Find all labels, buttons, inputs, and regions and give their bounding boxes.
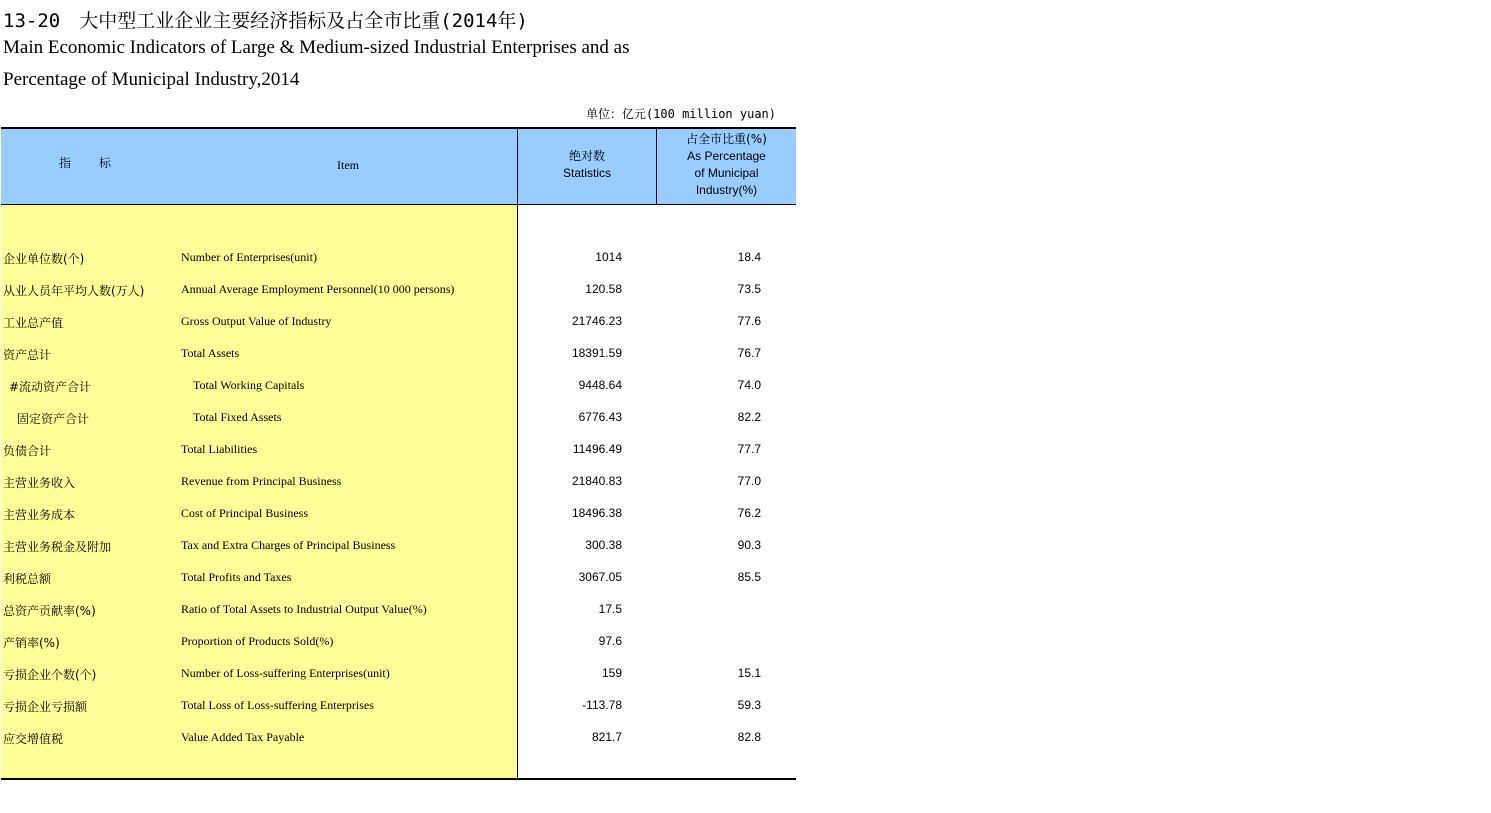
row-statistics: 17.5: [598, 602, 622, 616]
row-statistics: 1014: [595, 250, 622, 264]
table-row: [1, 530, 796, 562]
row-label-cn: 负债合计: [3, 444, 52, 458]
table-row: [1, 338, 796, 370]
row-percentage: 76.2: [737, 506, 761, 520]
table-row: [1, 498, 796, 530]
row-statistics: 821.7: [591, 730, 622, 744]
header-percentage-en-3: Industry(%): [695, 183, 758, 197]
header-percentage: [657, 131, 796, 199]
header-statistics-en: Statistics: [562, 166, 611, 180]
table-row: [1, 658, 796, 690]
row-percentage: 77.6: [737, 314, 761, 328]
row-percentage: 90.3: [737, 538, 761, 552]
header-statistics: [518, 148, 656, 182]
row-label-en: Ratio of Total Assets to Industrial Output Value(%): [181, 602, 427, 616]
row-label-en: Proportion of Products Sold(%): [181, 634, 334, 648]
header-indicator-cn: 指 标: [58, 156, 119, 170]
row-percentage: 15.1: [737, 666, 761, 680]
row-percentage: 59.3: [737, 698, 761, 712]
row-label-en: Total Working Capitals: [193, 378, 305, 392]
row-statistics: -113.78: [582, 698, 622, 712]
row-label-en: Number of Loss-suffering Enterprises(unit): [181, 666, 390, 680]
row-statistics: 300.38: [585, 538, 622, 552]
row-percentage: 74.0: [737, 378, 761, 392]
row-statistics: 3067.05: [578, 570, 622, 584]
row-percentage: 77.7: [737, 442, 761, 456]
table-row: [1, 594, 796, 626]
table-row: [1, 562, 796, 594]
table-row: [1, 274, 796, 306]
row-label-cn: 主营业务收入: [3, 476, 76, 490]
row-label-cn: 主营业务税金及附加: [3, 540, 112, 554]
row-label-cn: 应交增值税: [3, 732, 64, 746]
table-row: [1, 690, 796, 722]
unit-note: 单位：亿元(100 million yuan): [585, 107, 776, 121]
row-statistics: 18496.38: [571, 506, 622, 520]
row-label-cn: 从业人员年平均人数(万人): [3, 284, 145, 298]
row-statistics: 11496.49: [572, 442, 622, 456]
row-label-en: Total Profits and Taxes: [181, 570, 292, 584]
row-label-en: Gross Output Value of Industry: [181, 314, 332, 328]
row-label-en: Total Loss of Loss-suffering Enterprises: [181, 698, 374, 712]
row-label-cn: 亏损企业亏损额: [3, 700, 88, 714]
table-title-en-line1: Main Economic Indicators of Large & Medium-sized Industrial Enterprises and as: [3, 37, 630, 58]
row-statistics: 9448.64: [578, 378, 622, 392]
row-statistics: 6776.43: [578, 410, 622, 424]
row-label-cn: 主营业务成本: [3, 508, 76, 522]
row-percentage: 82.2: [737, 410, 761, 424]
row-percentage: 82.8: [737, 730, 761, 744]
row-label-cn: 工业总产值: [3, 316, 64, 330]
row-statistics: 18391.59: [571, 346, 622, 360]
row-statistics: 120.58: [585, 282, 622, 296]
table-row: [1, 402, 796, 434]
row-label-en: Revenue from Principal Business: [181, 474, 342, 488]
table-title-cn: 13-20 大中型工业企业主要经济指标及占全市比重(2014年): [3, 10, 528, 32]
bottom-rule: [1, 778, 796, 780]
top-rule: [1, 127, 796, 129]
row-label-en: Value Added Tax Payable: [181, 730, 305, 744]
row-label-cn: 企业单位数(个): [3, 252, 85, 266]
table-row: [1, 722, 796, 754]
table-row: [1, 466, 796, 498]
row-statistics: 159: [601, 666, 622, 680]
row-percentage: 73.5: [737, 282, 761, 296]
header-percentage-en-2: of Municipal: [694, 166, 759, 180]
row-percentage: 85.5: [737, 570, 761, 584]
row-statistics: 97.6: [598, 634, 622, 648]
row-label-en: Tax and Extra Charges of Principal Business: [181, 538, 396, 552]
table-row: [1, 434, 796, 466]
row-label-cn: #流动资产合计: [9, 380, 92, 394]
table-title-en-line2: Percentage of Municipal Industry,2014: [3, 69, 300, 90]
header-percentage-cn: 占全市比重(%): [686, 132, 767, 146]
header-percentage-en-1: As Percentage: [687, 149, 766, 163]
table-row: [1, 242, 796, 274]
row-percentage: 76.7: [737, 346, 761, 360]
row-label-cn: 总资产贡献率(%): [3, 604, 96, 618]
header-item-en: Item: [337, 158, 359, 172]
header-statistics-cn: 绝对数: [568, 149, 605, 163]
table-row: [1, 626, 796, 658]
row-percentage: 18.4: [737, 250, 761, 264]
row-label-cn: 亏损企业个数(个): [3, 668, 97, 682]
table-row: [1, 370, 796, 402]
row-label-cn: 利税总额: [3, 572, 52, 586]
indicator-table: [1, 127, 796, 780]
row-label-en: Total Liabilities: [181, 442, 258, 456]
row-label-cn: 固定资产合计: [17, 412, 90, 426]
row-label-en: Cost of Principal Business: [181, 506, 309, 520]
table-row: [1, 306, 796, 338]
row-percentage: 77.0: [737, 474, 761, 488]
row-label-cn: 资产总计: [3, 348, 52, 362]
row-statistics: 21840.83: [571, 474, 622, 488]
row-statistics: 21746.23: [571, 314, 622, 328]
row-label-cn: 产销率(%): [3, 636, 60, 650]
row-label-en: Total Assets: [181, 346, 240, 360]
row-label-en: Number of Enterprises(unit): [181, 250, 317, 264]
row-label-en: Annual Average Employment Personnel(10 000 persons): [181, 282, 455, 296]
row-label-en: Total Fixed Assets: [193, 410, 282, 424]
